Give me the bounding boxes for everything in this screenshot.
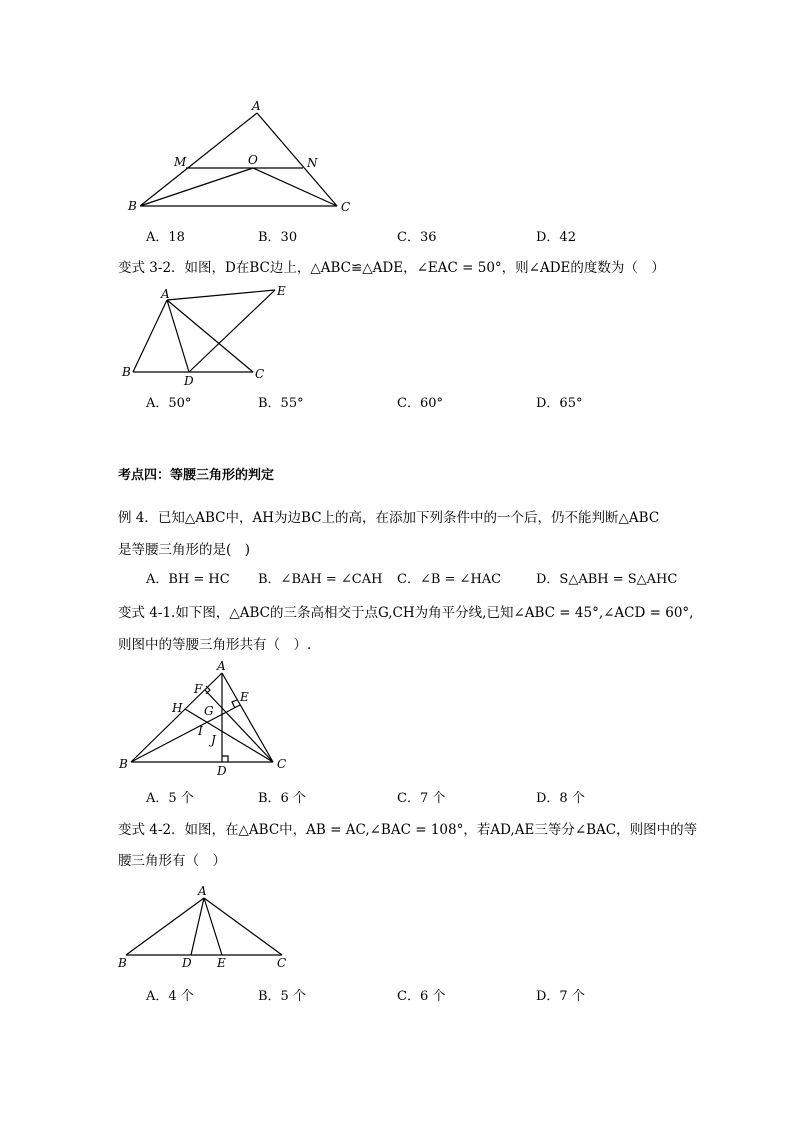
- example4-option-c: C．∠B = ∠HAC: [397, 572, 502, 587]
- q4-1-line1: 变式 4-1.如下图，△ABC的三条高相交于点G,CH为角平分线,已知∠ABC = 45°,∠ACD = 60°,: [118, 605, 694, 621]
- example4-option-d: D．S△ABH = S△AHC: [536, 572, 678, 587]
- q4-2-line2: 腰三角形有（ ）: [118, 853, 226, 869]
- point-label-c: C: [341, 200, 351, 214]
- point-label-a: A: [252, 99, 261, 113]
- q3-1-option-d: D．42: [536, 230, 576, 245]
- segment-ab: [126, 898, 204, 955]
- segment-ae: [204, 898, 222, 955]
- q4-1-option-d: D．8 个: [536, 791, 585, 806]
- point-label-d: D: [182, 956, 192, 970]
- point-label-e: E: [240, 690, 249, 704]
- point-label-c: C: [255, 367, 265, 381]
- point-label-a: A: [161, 287, 170, 301]
- point-label-a: A: [198, 884, 207, 898]
- q3-2-option-a: A．50°: [146, 396, 192, 411]
- example4-line2: 是等腰三角形的是( ): [118, 542, 251, 558]
- q3-2-option-d: D．65°: [536, 396, 583, 411]
- q4-2-line1: 变式 4-2．如图，在△ABC中，AB = AC,∠BAC = 108°，若AD,AE三等分∠BAC，则图中的等: [118, 822, 698, 838]
- point-label-m: M: [174, 155, 187, 169]
- point-label-h: H: [172, 701, 183, 715]
- q3-1-option-a: A．18: [146, 230, 185, 245]
- point-label-c: C: [277, 757, 287, 771]
- point-label-b: B: [119, 757, 128, 771]
- point-label-j: J: [211, 733, 216, 747]
- q4-2-option-d: D．7 个: [536, 989, 585, 1004]
- point-label-b: B: [122, 365, 131, 379]
- point-label-a: A: [217, 659, 226, 673]
- point-label-n: N: [307, 156, 318, 170]
- point-label-b: B: [118, 956, 127, 970]
- q3-2-option-c: C．60°: [397, 396, 443, 411]
- q4-1-option-a: A．5 个: [146, 791, 194, 806]
- point-label-d: D: [217, 764, 227, 778]
- q4-2-option-b: B．5 个: [258, 989, 306, 1004]
- q3-2-option-b: B．55°: [258, 396, 304, 411]
- point-label-b: B: [128, 199, 137, 213]
- point-label-f: F: [194, 682, 203, 696]
- q4-1-line2: 则图中的等腰三角形共有（ ）.: [118, 637, 312, 653]
- q4-1-option-c: C．7 个: [397, 791, 446, 806]
- q3-1-option-c: C．36: [397, 230, 437, 245]
- example4-option-a: A．BH = HC: [146, 572, 230, 587]
- point-label-g: G: [204, 704, 214, 718]
- segment-ac: [204, 898, 282, 955]
- q4-1-option-b: B．6 个: [258, 791, 306, 806]
- q4-2-option-a: A．4 个: [146, 989, 194, 1004]
- q3-1-option-b: B．30: [258, 230, 298, 245]
- example4-line1: 例 4．已知△ABC中，AH为边BC上的高，在添加下列条件中的一个后，仍不能判断△ABC: [118, 510, 660, 526]
- point-label-e: E: [217, 956, 226, 970]
- point-label-o: O: [248, 153, 258, 167]
- section-heading: 考点四：等腰三角形的判定: [118, 468, 275, 483]
- point-label-i: I: [198, 724, 203, 738]
- q4-2-option-c: C．6 个: [397, 989, 446, 1004]
- point-label-e: E: [277, 284, 286, 298]
- point-label-d: D: [184, 374, 194, 388]
- point-label-c: C: [277, 956, 287, 970]
- example4-option-b: B．∠BAH = ∠CAH: [258, 572, 383, 587]
- q3-2-question: 变式 3-2．如图，D在BC边上，△ABC≌△ADE，∠EAC = 50°，则∠ADE的度数为（ ）: [118, 260, 665, 276]
